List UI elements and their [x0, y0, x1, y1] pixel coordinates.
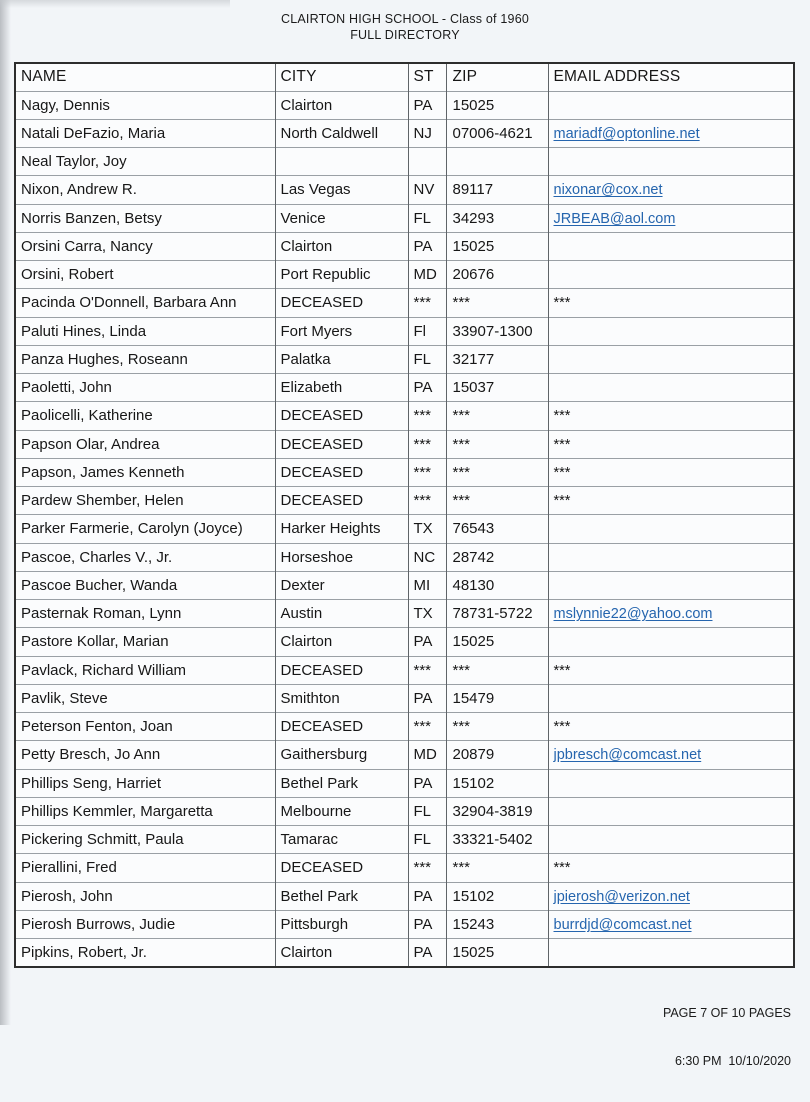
- cell-city: Palatka: [275, 345, 408, 373]
- cell-name: Pasternak Roman, Lynn: [15, 600, 275, 628]
- table-row: [15, 204, 794, 232]
- cell-name: Pierosh Burrows, Judie: [15, 910, 275, 938]
- table-header-row: [15, 63, 794, 91]
- cell-name: Neal Taylor, Joy: [15, 148, 275, 176]
- cell-zip: ***: [446, 656, 548, 684]
- cell-zip: ***: [446, 402, 548, 430]
- column-header-city: CITY: [275, 63, 408, 91]
- directory-table: [14, 62, 795, 968]
- table-row: [15, 684, 794, 712]
- column-header-zip: ZIP: [446, 63, 548, 91]
- cell-city: DECEASED: [275, 289, 408, 317]
- cell-st: ***: [408, 854, 446, 882]
- cell-zip: 15037: [446, 374, 548, 402]
- cell-st: ***: [408, 430, 446, 458]
- title-line-2: FULL DIRECTORY: [350, 28, 460, 43]
- cell-email: [548, 458, 794, 486]
- table-row: [15, 515, 794, 543]
- cell-email: [548, 769, 794, 797]
- email-link[interactable]: burrdjd@comcast.net: [553, 916, 692, 933]
- cell-city: Clairton: [275, 232, 408, 260]
- email-link[interactable]: mslynnie22@yahoo.com: [553, 606, 713, 623]
- cell-email: [548, 91, 794, 119]
- cell-city: Melbourne: [275, 797, 408, 825]
- table-row: [15, 458, 794, 486]
- cell-name: Pacinda O'Donnell, Barbara Ann: [15, 289, 275, 317]
- column-header-name: NAME: [15, 63, 275, 91]
- cell-email: [548, 289, 794, 317]
- email-text: ***: [553, 719, 571, 736]
- email-link[interactable]: nixonar@cox.net: [553, 182, 663, 199]
- cell-zip: 20676: [446, 261, 548, 289]
- directory-table-body: [15, 91, 794, 967]
- cell-email: [548, 515, 794, 543]
- cell-email: [548, 797, 794, 825]
- cell-zip: 33321-5402: [446, 826, 548, 854]
- cell-st: PA: [408, 684, 446, 712]
- table-row: [15, 148, 794, 176]
- cell-zip: 15025: [446, 628, 548, 656]
- email-text: ***: [553, 860, 571, 877]
- cell-zip: 78731-5722: [446, 600, 548, 628]
- cell-name: Parker Farmerie, Carolyn (Joyce): [15, 515, 275, 543]
- cell-name: Pavlack, Richard William: [15, 656, 275, 684]
- cell-st: FL: [408, 826, 446, 854]
- cell-email: [548, 910, 794, 938]
- cell-city: DECEASED: [275, 430, 408, 458]
- cell-city: Port Republic: [275, 261, 408, 289]
- cell-zip: 07006-4621: [446, 119, 548, 147]
- cell-st: TX: [408, 600, 446, 628]
- cell-email: [548, 119, 794, 147]
- table-row: [15, 910, 794, 938]
- email-link[interactable]: JRBEAB@aol.com: [553, 210, 676, 227]
- table-row: [15, 487, 794, 515]
- table-row: [15, 628, 794, 656]
- cell-name: Pavlik, Steve: [15, 684, 275, 712]
- cell-email: [548, 374, 794, 402]
- cell-st: PA: [408, 374, 446, 402]
- cell-city: DECEASED: [275, 487, 408, 515]
- cell-name: Natali DeFazio, Maria: [15, 119, 275, 147]
- footer-page-count: PAGE 7 OF 10 PAGES: [662, 1005, 791, 1020]
- cell-city: North Caldwell: [275, 119, 408, 147]
- email-link[interactable]: jpbresch@comcast.net: [553, 747, 702, 764]
- email-text: ***: [553, 408, 571, 425]
- cell-name: Phillips Kemmler, Margaretta: [15, 797, 275, 825]
- cell-city: Gaithersburg: [275, 741, 408, 769]
- email-text: ***: [553, 436, 571, 453]
- cell-city: Bethel Park: [275, 769, 408, 797]
- cell-email: [548, 854, 794, 882]
- cell-name: Nixon, Andrew R.: [15, 176, 275, 204]
- cell-city: Bethel Park: [275, 882, 408, 910]
- scan-edge-artifact: [0, 0, 11, 1025]
- cell-zip: 76543: [446, 515, 548, 543]
- cell-email: [548, 232, 794, 260]
- cell-st: NV: [408, 176, 446, 204]
- cell-st: MI: [408, 571, 446, 599]
- table-row: [15, 854, 794, 882]
- table-row: [15, 571, 794, 599]
- cell-city: Horseshoe: [275, 543, 408, 571]
- cell-name: Pascoe, Charles V., Jr.: [15, 543, 275, 571]
- cell-city: [275, 148, 408, 176]
- cell-st: MD: [408, 741, 446, 769]
- cell-name: Paluti Hines, Linda: [15, 317, 275, 345]
- cell-name: Pierosh, John: [15, 882, 275, 910]
- cell-st: ***: [408, 487, 446, 515]
- cell-name: Pardew Shember, Helen: [15, 487, 275, 515]
- cell-name: Peterson Fenton, Joan: [15, 713, 275, 741]
- table-row: [15, 289, 794, 317]
- table-row: [15, 882, 794, 910]
- cell-city: Smithton: [275, 684, 408, 712]
- scan-corner-artifact: [0, 0, 230, 8]
- cell-st: PA: [408, 882, 446, 910]
- cell-name: Pierallini, Fred: [15, 854, 275, 882]
- cell-city: Las Vegas: [275, 176, 408, 204]
- table-row: [15, 769, 794, 797]
- email-text: ***: [553, 295, 571, 312]
- table-row: [15, 600, 794, 628]
- cell-zip: 48130: [446, 571, 548, 599]
- cell-city: Venice: [275, 204, 408, 232]
- cell-st: PA: [408, 769, 446, 797]
- cell-st: ***: [408, 289, 446, 317]
- cell-name: Pipkins, Robert, Jr.: [15, 939, 275, 968]
- table-row: [15, 543, 794, 571]
- cell-email: [548, 345, 794, 373]
- cell-name: Papson, James Kenneth: [15, 458, 275, 486]
- cell-zip: 15102: [446, 882, 548, 910]
- cell-city: Clairton: [275, 628, 408, 656]
- cell-zip: ***: [446, 458, 548, 486]
- cell-email: [548, 176, 794, 204]
- table-row: [15, 119, 794, 147]
- cell-zip: 33907-1300: [446, 317, 548, 345]
- column-header-st: ST: [408, 63, 446, 91]
- cell-zip: 15479: [446, 684, 548, 712]
- email-text: ***: [553, 464, 571, 481]
- table-row: [15, 91, 794, 119]
- footer-timestamp: 6:30 PM 10/10/2020: [674, 1054, 791, 1069]
- cell-st: PA: [408, 232, 446, 260]
- cell-st: FL: [408, 797, 446, 825]
- table-row: [15, 402, 794, 430]
- table-row: [15, 232, 794, 260]
- cell-email: [548, 571, 794, 599]
- cell-st: [408, 148, 446, 176]
- cell-zip: 89117: [446, 176, 548, 204]
- column-header-email: EMAIL ADDRESS: [548, 63, 794, 91]
- cell-city: Clairton: [275, 939, 408, 968]
- cell-email: [548, 656, 794, 684]
- cell-zip: 15025: [446, 939, 548, 968]
- cell-email: [548, 148, 794, 176]
- cell-city: Pittsburgh: [275, 910, 408, 938]
- cell-st: ***: [408, 713, 446, 741]
- cell-st: ***: [408, 402, 446, 430]
- cell-zip: 15025: [446, 232, 548, 260]
- cell-st: TX: [408, 515, 446, 543]
- cell-name: Paolicelli, Katherine: [15, 402, 275, 430]
- cell-email: [548, 939, 794, 968]
- cell-zip: 28742: [446, 543, 548, 571]
- cell-zip: 15025: [446, 91, 548, 119]
- cell-email: [548, 628, 794, 656]
- page-footer: [663, 972, 791, 1102]
- cell-name: Phillips Seng, Harriet: [15, 769, 275, 797]
- table-row: [15, 713, 794, 741]
- cell-st: Fl: [408, 317, 446, 345]
- cell-zip: 15243: [446, 910, 548, 938]
- cell-name: Paoletti, John: [15, 374, 275, 402]
- email-link[interactable]: mariadf@optonline.net: [553, 125, 700, 142]
- cell-zip: ***: [446, 487, 548, 515]
- cell-city: Elizabeth: [275, 374, 408, 402]
- cell-email: [548, 713, 794, 741]
- cell-zip: ***: [446, 430, 548, 458]
- cell-zip: ***: [446, 289, 548, 317]
- cell-city: Clairton: [275, 91, 408, 119]
- cell-city: DECEASED: [275, 854, 408, 882]
- cell-city: DECEASED: [275, 713, 408, 741]
- table-row: [15, 656, 794, 684]
- cell-st: NC: [408, 543, 446, 571]
- cell-st: ***: [408, 458, 446, 486]
- cell-name: Pascoe Bucher, Wanda: [15, 571, 275, 599]
- email-text: ***: [553, 493, 571, 510]
- table-row: [15, 741, 794, 769]
- cell-name: Papson Olar, Andrea: [15, 430, 275, 458]
- table-row: [15, 939, 794, 968]
- cell-email: [548, 543, 794, 571]
- cell-email: [548, 684, 794, 712]
- cell-email: [548, 600, 794, 628]
- cell-city: Dexter: [275, 571, 408, 599]
- cell-email: [548, 430, 794, 458]
- cell-city: DECEASED: [275, 402, 408, 430]
- cell-zip: 20879: [446, 741, 548, 769]
- table-row: [15, 345, 794, 373]
- cell-st: PA: [408, 91, 446, 119]
- title-line-1: CLAIRTON HIGH SCHOOL - Class of 1960: [280, 12, 529, 26]
- cell-zip: ***: [446, 854, 548, 882]
- cell-city: DECEASED: [275, 656, 408, 684]
- cell-st: FL: [408, 345, 446, 373]
- cell-st: MD: [408, 261, 446, 289]
- table-row: [15, 797, 794, 825]
- cell-name: Nagy, Dennis: [15, 91, 275, 119]
- cell-city: DECEASED: [275, 458, 408, 486]
- email-link[interactable]: jpierosh@verizon.net: [553, 888, 690, 905]
- cell-zip: 32904-3819: [446, 797, 548, 825]
- cell-st: ***: [408, 656, 446, 684]
- cell-st: PA: [408, 939, 446, 968]
- cell-name: Pastore Kollar, Marian: [15, 628, 275, 656]
- table-row: [15, 374, 794, 402]
- cell-name: Petty Bresch, Jo Ann: [15, 741, 275, 769]
- cell-email: [548, 204, 794, 232]
- cell-email: [548, 741, 794, 769]
- cell-zip: 15102: [446, 769, 548, 797]
- table-row: [15, 826, 794, 854]
- cell-st: PA: [408, 910, 446, 938]
- table-row: [15, 176, 794, 204]
- cell-st: FL: [408, 204, 446, 232]
- table-row: [15, 261, 794, 289]
- cell-st: PA: [408, 628, 446, 656]
- cell-name: Norris Banzen, Betsy: [15, 204, 275, 232]
- cell-st: NJ: [408, 119, 446, 147]
- cell-email: [548, 317, 794, 345]
- cell-city: Tamarac: [275, 826, 408, 854]
- cell-email: [548, 402, 794, 430]
- table-row: [15, 430, 794, 458]
- cell-zip: ***: [446, 713, 548, 741]
- cell-city: Fort Myers: [275, 317, 408, 345]
- cell-city: Austin: [275, 600, 408, 628]
- cell-name: Orsini, Robert: [15, 261, 275, 289]
- cell-email: [548, 487, 794, 515]
- cell-zip: 34293: [446, 204, 548, 232]
- page-title: [0, 11, 810, 44]
- cell-city: Harker Heights: [275, 515, 408, 543]
- email-text: ***: [553, 662, 571, 679]
- cell-email: [548, 882, 794, 910]
- cell-name: Pickering Schmitt, Paula: [15, 826, 275, 854]
- cell-zip: [446, 148, 548, 176]
- cell-email: [548, 826, 794, 854]
- table-row: [15, 317, 794, 345]
- cell-zip: 32177: [446, 345, 548, 373]
- cell-name: Panza Hughes, Roseann: [15, 345, 275, 373]
- cell-name: Orsini Carra, Nancy: [15, 232, 275, 260]
- cell-email: [548, 261, 794, 289]
